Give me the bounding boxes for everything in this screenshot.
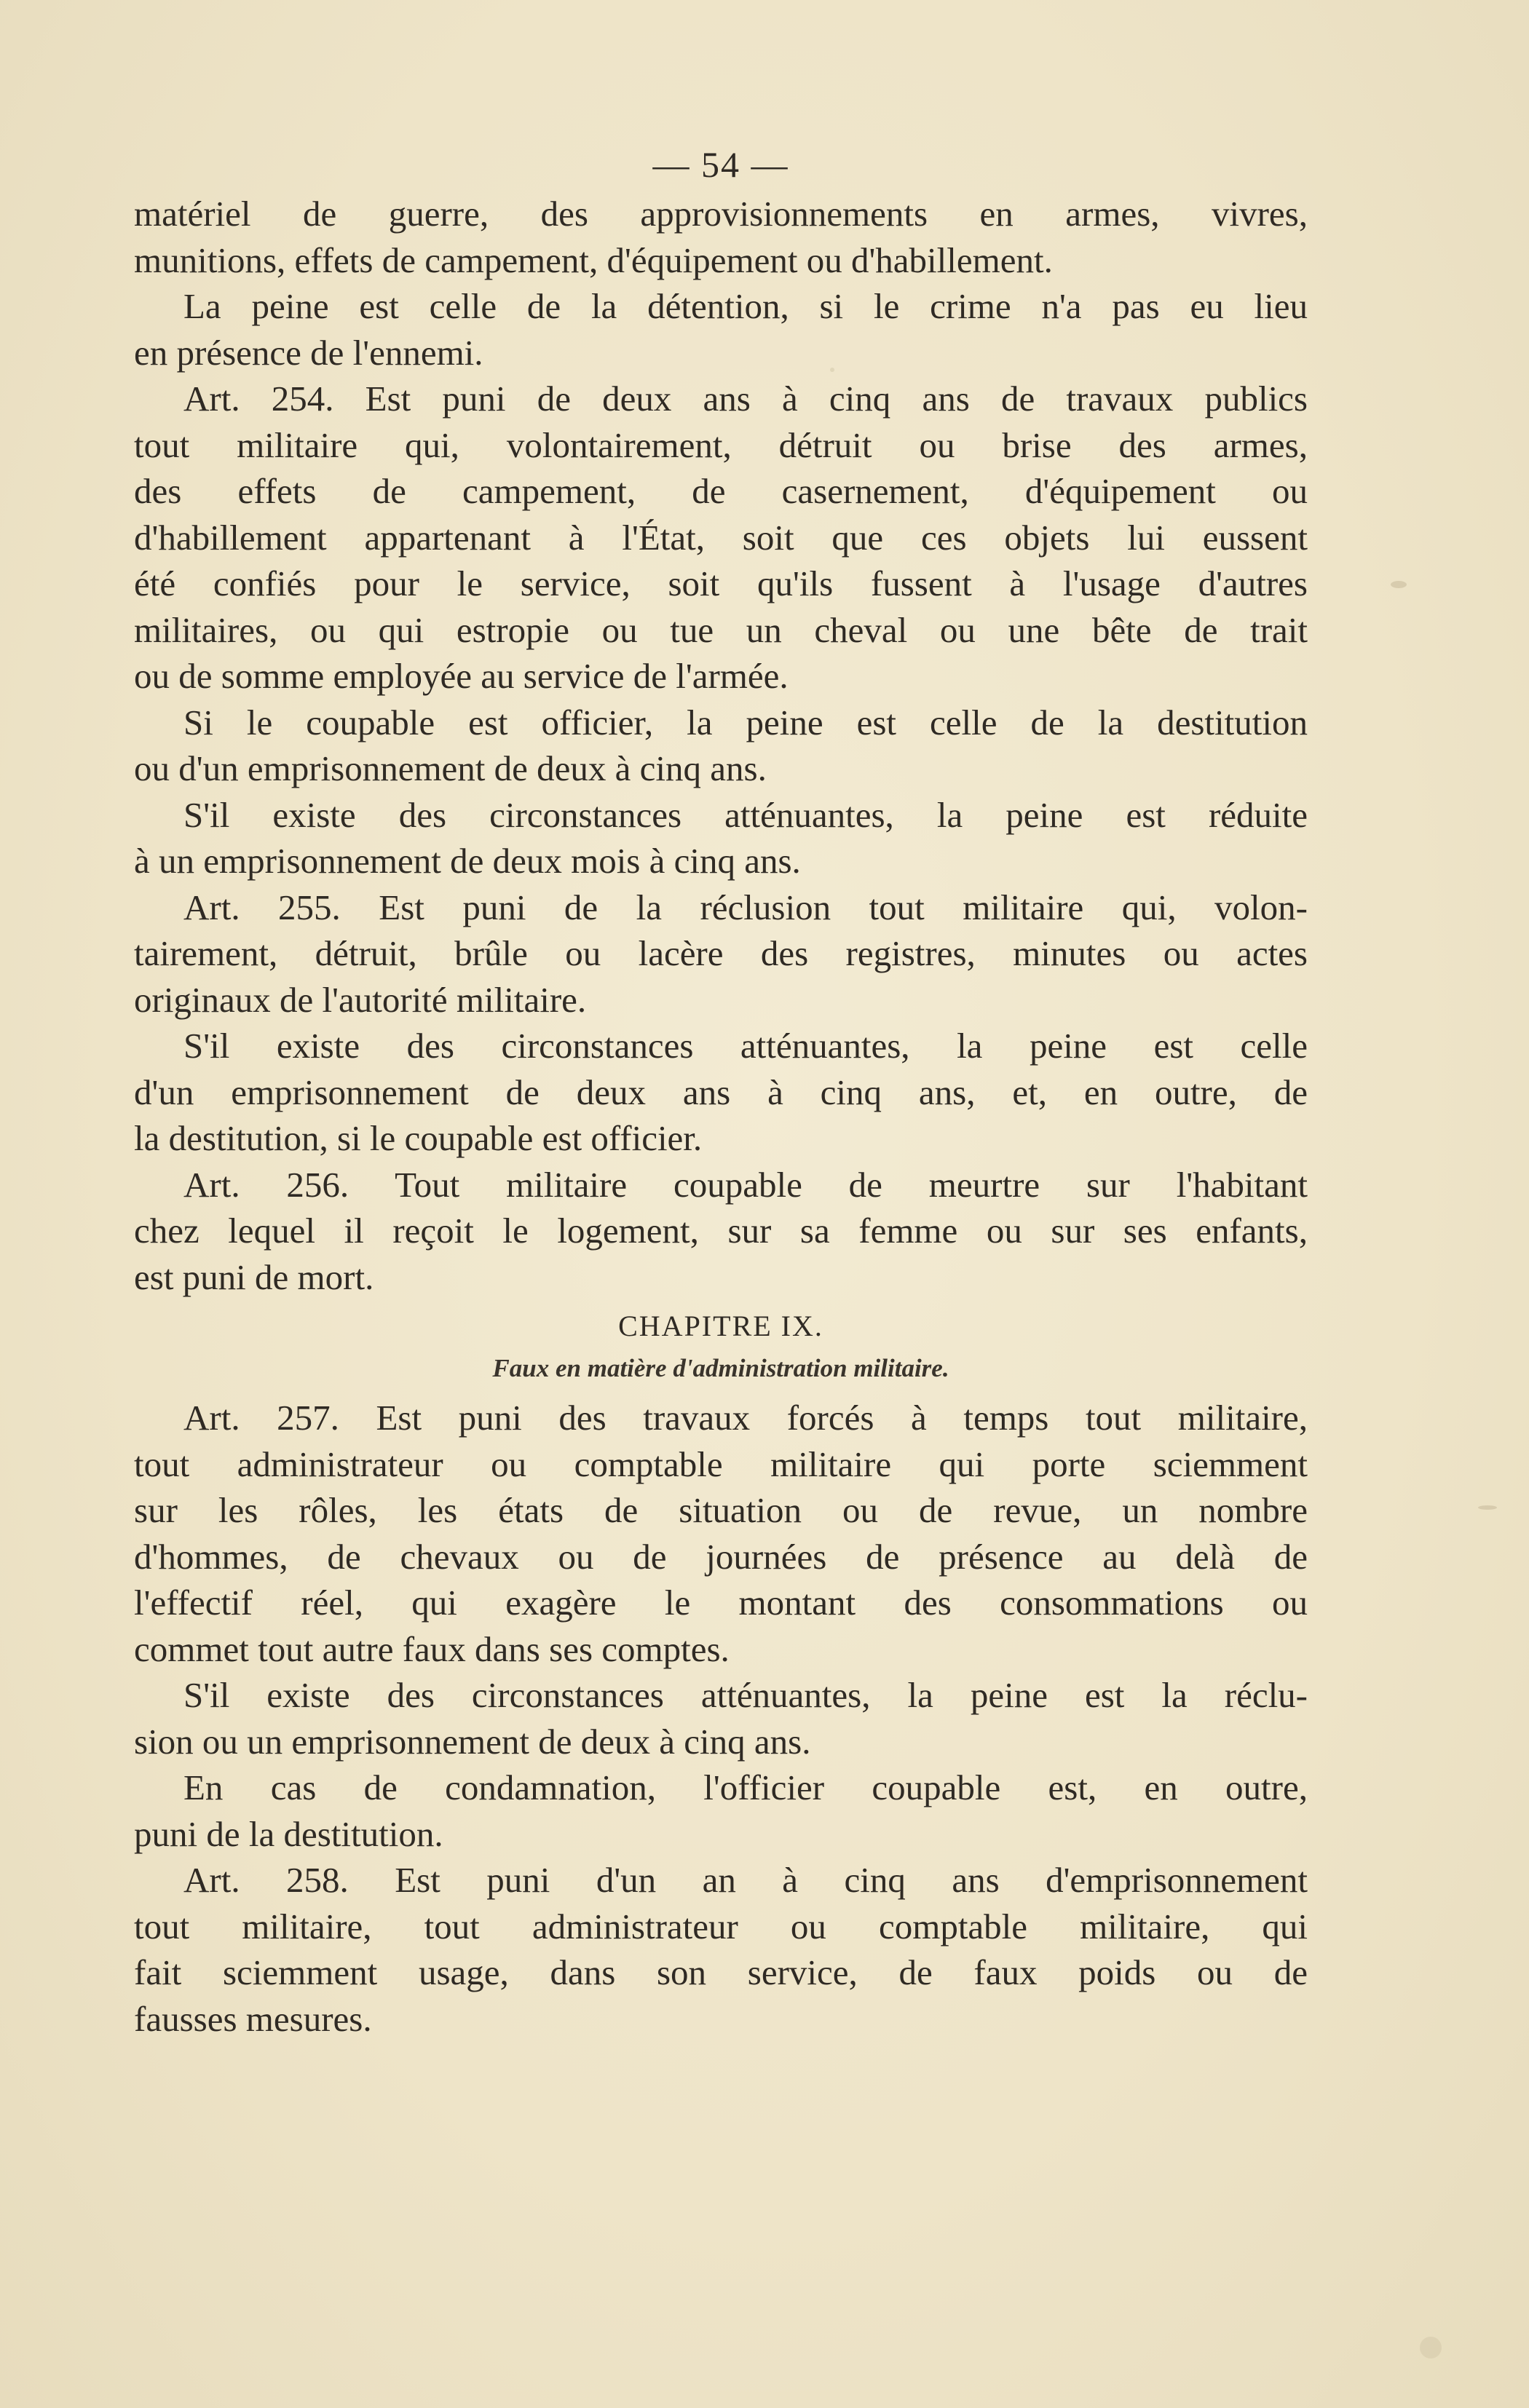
text-line: tout administrateur ou comptable militaire qui porte sciemment xyxy=(134,1443,1308,1484)
text-line: fausses mesures. xyxy=(134,1998,372,2039)
paragraph xyxy=(134,792,1308,884)
text-line: puni de la destitution. xyxy=(134,1813,443,1854)
page-text xyxy=(134,138,1308,2042)
text-line: sion ou un emprisonnement de deux à cinq ans. xyxy=(134,1721,811,1762)
text-line: S'il existe des circonstances atténuantes, la peine est réduite xyxy=(183,794,1308,835)
text-line: Si le coupable est officier, la peine est celle de la destitution xyxy=(183,702,1308,742)
text-line: Art. 254. Est puni de deux ans à cinq ans de travaux publics xyxy=(183,379,1308,419)
text-line: des effets de campement, de casernement, d'équipement ou xyxy=(134,471,1308,511)
text-line: l'effectif réel, qui exagère le montant des consommations ou xyxy=(134,1583,1308,1623)
text-line: d'hommes, de chevaux ou de journées de présence au delà de xyxy=(134,1536,1308,1577)
text-line: Art. 255. Est puni de la réclusion tout militaire qui, volon- xyxy=(183,887,1308,927)
text-line: Art. 258. Est puni d'un an à cinq ans d'emprisonnement xyxy=(183,1860,1308,1900)
body-before-chapter xyxy=(134,191,1308,1300)
paragraph xyxy=(134,700,1308,792)
text-line: S'il existe des circonstances atténuantes, la peine est celle xyxy=(183,1026,1308,1066)
chapter-title: CHAPITRE IX. xyxy=(618,1310,823,1342)
text-line: munitions, effets de campement, d'équipement ou d'habillement. xyxy=(134,239,1053,280)
text-line: fait sciemment usage, dans son service, de faux poids ou de xyxy=(134,1952,1308,1992)
text-line: tout militaire, tout administrateur ou comptable militaire, qui xyxy=(134,1906,1308,1946)
paragraph xyxy=(134,1765,1308,1857)
text-line: Art. 256. Tout militaire coupable de meurtre sur l'habitant xyxy=(183,1164,1308,1205)
text-line: Art. 257. Est puni des travaux forcés à temps tout militaire, xyxy=(183,1398,1308,1438)
paragraph xyxy=(134,283,1308,376)
paragraph xyxy=(134,1857,1308,2042)
body-after-chapter xyxy=(134,1395,1308,2042)
paragraph xyxy=(134,191,1308,283)
text-line: ou d'un emprisonnement de deux à cinq ans. xyxy=(134,748,767,788)
text-line: chez lequel il reçoit le logement, sur sa femme ou sur ses enfants, xyxy=(134,1211,1308,1251)
text-line: à un emprisonnement de deux mois à cinq ans. xyxy=(134,841,801,881)
text-line: sur les rôles, les états de situation ou de revue, un nombre xyxy=(134,1490,1308,1530)
text-line: la destitution, si le coupable est officier. xyxy=(134,1118,703,1158)
text-line: été confiés pour le service, soit qu'ils fussent à l'usage d'autres xyxy=(134,563,1308,603)
text-line: en présence de l'ennemi. xyxy=(134,332,483,373)
paper-speck xyxy=(1391,581,1407,588)
paragraph xyxy=(134,1395,1308,1672)
text-line: d'un emprisonnement de deux ans à cinq ans, et, en outre, de xyxy=(134,1072,1308,1112)
paragraph xyxy=(134,376,1308,700)
text-line: commet tout autre faux dans ses comptes. xyxy=(134,1628,730,1669)
page-number: — 54 — xyxy=(652,144,789,185)
text-line: militaires, ou qui estropie ou tue un cheval ou une bête de trait xyxy=(134,609,1308,650)
paragraph xyxy=(134,884,1308,1023)
text-line: est puni de mort. xyxy=(134,1256,374,1297)
text-line: originaux de l'autorité militaire. xyxy=(134,979,587,1020)
paragraph xyxy=(134,1162,1308,1301)
text-line: d'habillement appartenant à l'État, soit que ces objets lui eussent xyxy=(134,517,1308,558)
paragraph xyxy=(134,1023,1308,1162)
paragraph xyxy=(134,1672,1308,1765)
text-line: tout militaire qui, volontairement, détruit ou brise des armes, xyxy=(134,424,1308,465)
text-line: matériel de guerre, des approvisionnements en armes, vivres, xyxy=(134,194,1308,234)
paper-speck xyxy=(1478,1505,1497,1510)
text-line: En cas de condamnation, l'officier coupable est, en outre, xyxy=(183,1767,1308,1807)
text-line: tairement, détruit, brûle ou lacère des registres, minutes ou actes xyxy=(134,933,1308,973)
text-line: S'il existe des circonstances atténuantes, la peine est la réclu- xyxy=(183,1675,1308,1715)
paper-speck xyxy=(1420,2337,1442,2359)
text-line: ou de somme employée au service de l'armée. xyxy=(134,656,789,696)
text-line: La peine est celle de la détention, si le crime n'a pas eu lieu xyxy=(183,286,1308,326)
chapter-subtitle: Faux en matière d'administration militaire. xyxy=(492,1354,949,1382)
